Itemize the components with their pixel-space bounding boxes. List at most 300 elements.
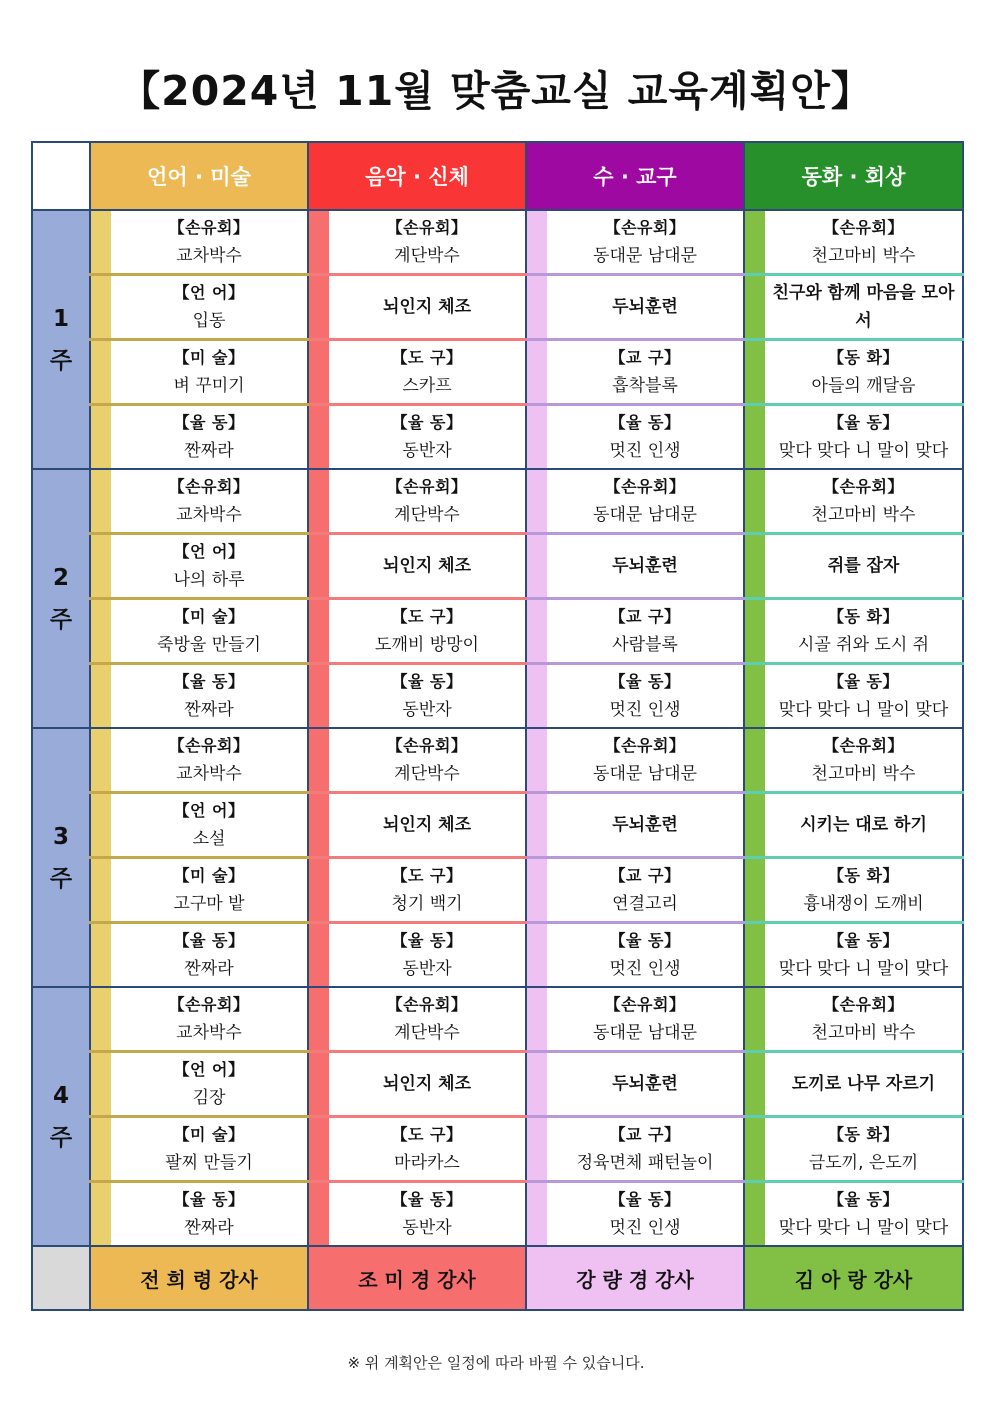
plan-row: [32, 664, 963, 729]
activity-name: 금도끼, 은도끼: [808, 1153, 919, 1173]
activity-content: [111, 276, 307, 338]
activity-category: 【손유회】: [386, 995, 468, 1014]
activity-cell: [744, 987, 963, 1052]
activity-content: [111, 1053, 307, 1115]
activity-name: 동대문 남대문: [593, 764, 697, 784]
week-label: [32, 987, 90, 1246]
activity-name: 동반자: [402, 959, 452, 979]
activity-name: 스카프: [402, 376, 452, 396]
column-color-bar: [309, 211, 329, 273]
activity-category: 【율 동】: [609, 931, 681, 950]
activity-category: 【언 어】: [173, 283, 245, 302]
activity-content: [111, 859, 307, 921]
activity-category: 【도 구】: [391, 1125, 463, 1144]
activity-content: [765, 794, 962, 856]
activity-cell: [90, 858, 308, 923]
activity-category: 【손유회】: [168, 477, 250, 496]
activity-cell: [744, 340, 963, 405]
plan-row: [32, 728, 963, 793]
activity-name: 짠짜라: [184, 700, 234, 720]
activity-category: 【손유회】: [386, 477, 468, 496]
column-color-bar: [309, 924, 329, 986]
activity-name: 짠짜라: [184, 959, 234, 979]
activity-category: 【언 어】: [173, 1060, 245, 1079]
column-color-bar: [309, 535, 329, 597]
activity-category: 【율 동】: [828, 672, 899, 691]
activity-content: [329, 794, 525, 856]
column-color-bar: [91, 988, 111, 1050]
activity-cell: [308, 599, 526, 664]
activity-content: [765, 406, 962, 468]
activity-content: [329, 988, 525, 1050]
activity-category: 【손유회】: [604, 218, 686, 237]
activity-content: [547, 859, 743, 921]
activity-name: 도깨비 방망이: [375, 635, 479, 655]
column-color-bar: [745, 924, 765, 986]
plan-row: [32, 210, 963, 275]
footnote: ※ 위 계획안은 일정에 따라 바뀔 수 있습니다.: [347, 1354, 645, 1372]
column-color-bar: [745, 1118, 765, 1180]
activity-name: 멋진 인생: [609, 700, 681, 720]
column-color-bar: [91, 665, 111, 727]
activity-name: 계단박수: [394, 505, 460, 525]
activity-content: [765, 729, 962, 791]
plan-row: [32, 340, 963, 405]
column-color-bar: [745, 470, 765, 532]
activity-name: 마라카스: [394, 1153, 460, 1173]
column-color-bar: [91, 406, 111, 468]
activity-category: 【손유회】: [386, 736, 468, 755]
activity-cell: [526, 210, 744, 275]
activity-content: [329, 1053, 525, 1115]
activity-cell: [744, 1182, 963, 1247]
activity-content: [111, 211, 307, 273]
activity-content: [111, 406, 307, 468]
column-color-bar: [309, 600, 329, 662]
plan-row: [32, 1052, 963, 1117]
activity-name: 교차박수: [176, 505, 242, 525]
activity-cell: [308, 469, 526, 534]
column-color-bar: [309, 276, 329, 338]
week-unit: 주: [49, 347, 73, 374]
activity-cell: [308, 793, 526, 858]
activity-cell: [744, 923, 963, 988]
column-color-bar: [527, 729, 547, 791]
activity-cell: [90, 728, 308, 793]
activity-cell: [526, 340, 744, 405]
activity-category: 【율 동】: [173, 672, 245, 691]
activity-cell: [90, 923, 308, 988]
activity-name: 맞다 맞다 니 말이 맞다: [778, 1218, 949, 1238]
activity-content: [547, 1118, 743, 1180]
activity-cell: [744, 469, 963, 534]
activity-content: [765, 470, 962, 532]
activity-content: [765, 211, 962, 273]
activity-cell: [308, 534, 526, 599]
column-color-bar: [91, 600, 111, 662]
activity-category: 【율 동】: [609, 1190, 681, 1209]
column-color-bar: [745, 729, 765, 791]
activity-name: 동반자: [402, 441, 452, 461]
week-number: 1: [52, 305, 69, 332]
column-color-bar: [309, 1118, 329, 1180]
activity-cell: [90, 210, 308, 275]
activity-cell: [744, 599, 963, 664]
activity-cell: [526, 599, 744, 664]
column-color-bar: [745, 600, 765, 662]
column-color-bar: [527, 859, 547, 921]
teacher-row: [32, 1246, 963, 1310]
activity-cell: [526, 987, 744, 1052]
week-unit: 주: [49, 606, 73, 633]
activity-cell: [744, 405, 963, 470]
activity-cell: [90, 275, 308, 340]
activity-title: 두뇌훈련: [612, 1074, 678, 1094]
teacher-name: 김 아 랑 강사: [744, 1246, 963, 1310]
column-color-bar: [309, 470, 329, 532]
week-number: 3: [52, 823, 69, 850]
activity-content: [111, 341, 307, 403]
activity-content: [329, 729, 525, 791]
activity-cell: [744, 1117, 963, 1182]
column-color-bar: [527, 1118, 547, 1180]
activity-cell: [308, 340, 526, 405]
activity-cell: [308, 858, 526, 923]
plan-row: [32, 793, 963, 858]
activity-name: 벼 꾸미기: [173, 376, 245, 396]
activity-content: [547, 665, 743, 727]
header-music-body: 음악 · 신체: [308, 142, 526, 210]
activity-cell: [526, 793, 744, 858]
activity-category: 【율 동】: [828, 931, 899, 950]
activity-title: 뇌인지 체조: [382, 297, 472, 317]
activity-content: [765, 924, 962, 986]
column-color-bar: [527, 600, 547, 662]
activity-cell: [526, 275, 744, 340]
column-color-bar: [91, 924, 111, 986]
activity-content: [329, 665, 525, 727]
activity-category: 【언 어】: [173, 542, 245, 561]
activity-category: 【손유회】: [823, 736, 904, 755]
week-label: [32, 728, 90, 987]
column-color-bar: [91, 794, 111, 856]
activity-cell: [526, 728, 744, 793]
column-color-bar: [309, 665, 329, 727]
activity-cell: [308, 1052, 526, 1117]
activity-name: 사람블록: [612, 635, 678, 655]
activity-cell: [308, 1182, 526, 1247]
activity-content: [547, 341, 743, 403]
activity-content: [547, 406, 743, 468]
column-color-bar: [309, 729, 329, 791]
activity-name: 교차박수: [176, 764, 242, 784]
activity-cell: [744, 1052, 963, 1117]
activity-cell: [308, 210, 526, 275]
activity-cell: [744, 534, 963, 599]
activity-cell: [744, 793, 963, 858]
activity-cell: [526, 664, 744, 729]
activity-name: 멋진 인생: [609, 441, 681, 461]
activity-name: 소설: [192, 829, 226, 849]
activity-content: [111, 1183, 307, 1245]
activity-name: 계단박수: [394, 246, 460, 266]
activity-name: 동대문 남대문: [593, 246, 697, 266]
activity-category: 【손유회】: [823, 477, 904, 496]
activity-content: [765, 988, 962, 1050]
activity-category: 【율 동】: [609, 672, 681, 691]
activity-content: [547, 794, 743, 856]
column-color-bar: [309, 341, 329, 403]
column-color-bar: [745, 341, 765, 403]
activity-category: 【율 동】: [173, 931, 245, 950]
column-color-bar: [527, 794, 547, 856]
activity-title: 뇌인지 체조: [382, 1074, 472, 1094]
column-color-bar: [745, 1053, 765, 1115]
activity-category: 【동 화】: [828, 866, 899, 885]
activity-cell: [526, 534, 744, 599]
column-color-bar: [527, 406, 547, 468]
activity-cell: [308, 728, 526, 793]
column-color-bar: [309, 794, 329, 856]
activity-content: [329, 406, 525, 468]
activity-content: [329, 470, 525, 532]
activity-content: [765, 600, 962, 662]
activity-content: [329, 341, 525, 403]
activity-cell: [308, 664, 526, 729]
activity-cell: [90, 793, 308, 858]
column-color-bar: [527, 1183, 547, 1245]
activity-content: [111, 924, 307, 986]
activity-title: 쥐를 잡자: [827, 556, 900, 576]
activity-name: 청기 백기: [391, 894, 463, 914]
activity-content: [547, 1183, 743, 1245]
plan-row: [32, 858, 963, 923]
activity-cell: [308, 923, 526, 988]
teacher-name: 조 미 경 강사: [308, 1246, 526, 1310]
activity-category: 【손유회】: [604, 736, 686, 755]
week-number: 2: [52, 564, 69, 591]
column-color-bar: [745, 535, 765, 597]
activity-category: 【손유회】: [386, 218, 468, 237]
activity-category: 【도 구】: [391, 348, 463, 367]
header-story-recall: 동화 · 회상: [744, 142, 963, 210]
column-color-bar: [309, 1183, 329, 1245]
column-color-bar: [527, 470, 547, 532]
activity-content: [547, 924, 743, 986]
column-color-bar: [91, 1118, 111, 1180]
plan-row: [32, 599, 963, 664]
activity-cell: [308, 1117, 526, 1182]
activity-category: 【율 동】: [173, 413, 245, 432]
activity-name: 정육면체 패턴놀이: [576, 1153, 714, 1173]
activity-category: 【동 화】: [828, 348, 899, 367]
activity-content: [329, 535, 525, 597]
activity-name: 동대문 남대문: [593, 505, 697, 525]
activity-category: 【미 술】: [173, 348, 245, 367]
column-color-bar: [527, 535, 547, 597]
activity-content: [765, 535, 962, 597]
plan-row: [32, 987, 963, 1052]
plan-row: [32, 405, 963, 470]
activity-title: 두뇌훈련: [612, 556, 678, 576]
activity-category: 【미 술】: [173, 866, 245, 885]
column-color-bar: [527, 1053, 547, 1115]
column-color-bar: [527, 276, 547, 338]
footer-corner: [32, 1246, 90, 1310]
activity-category: 【교 구】: [609, 348, 681, 367]
activity-content: [547, 600, 743, 662]
header-math-tools: 수 · 교구: [526, 142, 744, 210]
column-color-bar: [745, 276, 765, 338]
page-title: 【2024년 11월 맞춤교실 교육계획안】: [119, 67, 873, 115]
activity-cell: [744, 664, 963, 729]
activity-name: 교차박수: [176, 246, 242, 266]
activity-name: 멋진 인생: [609, 1218, 681, 1238]
activity-content: [547, 988, 743, 1050]
activity-content: [111, 794, 307, 856]
activity-title: 뇌인지 체조: [382, 556, 472, 576]
activity-title: 시키는 대로 하기: [800, 815, 927, 835]
activity-content: [547, 535, 743, 597]
activity-name: 죽방울 만들기: [157, 635, 261, 655]
teacher-name: 전 희 령 강사: [90, 1246, 308, 1310]
activity-category: 【도 구】: [391, 866, 463, 885]
activity-category: 【손유회】: [823, 218, 904, 237]
column-color-bar: [309, 859, 329, 921]
activity-category: 【교 구】: [609, 1125, 681, 1144]
column-color-bar: [309, 988, 329, 1050]
activity-content: [765, 859, 962, 921]
activity-content: [111, 535, 307, 597]
column-color-bar: [91, 470, 111, 532]
activity-content: [765, 1053, 962, 1115]
activity-title: 두뇌훈련: [612, 815, 678, 835]
activity-name: 맞다 맞다 니 말이 맞다: [778, 959, 949, 979]
week-label: [32, 469, 90, 728]
activity-name: 시골 쥐와 도시 쥐: [797, 635, 930, 655]
activity-cell: [90, 599, 308, 664]
activity-content: [111, 729, 307, 791]
column-color-bar: [91, 341, 111, 403]
column-color-bar: [527, 211, 547, 273]
activity-content: [547, 729, 743, 791]
activity-name: 멋진 인생: [609, 959, 681, 979]
activity-name: 천고마비 박수: [811, 505, 916, 525]
activity-title: 친구와 함께 마음을 모아서: [772, 283, 955, 331]
plan-row: [32, 1182, 963, 1247]
plan-row: [32, 275, 963, 340]
activity-category: 【율 동】: [828, 1190, 899, 1209]
activity-content: [765, 276, 962, 338]
column-color-bar: [91, 1183, 111, 1245]
activity-cell: [308, 275, 526, 340]
column-color-bar: [527, 988, 547, 1050]
activity-category: 【율 동】: [391, 413, 463, 432]
activity-content: [765, 665, 962, 727]
header-corner: [32, 142, 90, 210]
plan-row: [32, 923, 963, 988]
activity-category: 【동 화】: [828, 607, 899, 626]
column-color-bar: [745, 406, 765, 468]
activity-category: 【미 술】: [173, 607, 245, 626]
activity-category: 【교 구】: [609, 607, 681, 626]
activity-content: [111, 988, 307, 1050]
column-color-bar: [527, 341, 547, 403]
activity-cell: [526, 923, 744, 988]
activity-category: 【도 구】: [391, 607, 463, 626]
activity-content: [329, 600, 525, 662]
header-row: [32, 142, 963, 210]
activity-content: [547, 470, 743, 532]
activity-category: 【미 술】: [173, 1125, 245, 1144]
column-color-bar: [745, 1183, 765, 1245]
activity-cell: [526, 469, 744, 534]
activity-cell: [526, 405, 744, 470]
activity-name: 아들의 깨달음: [811, 376, 916, 396]
activity-name: 천고마비 박수: [811, 764, 916, 784]
activity-content: [111, 600, 307, 662]
activity-content: [329, 211, 525, 273]
activity-title: 뇌인지 체조: [382, 815, 472, 835]
activity-category: 【손유회】: [823, 995, 904, 1014]
column-color-bar: [91, 1053, 111, 1115]
activity-cell: [744, 728, 963, 793]
activity-content: [329, 859, 525, 921]
activity-name: 계단박수: [394, 1023, 460, 1043]
column-color-bar: [91, 211, 111, 273]
activity-cell: [90, 1052, 308, 1117]
activity-cell: [90, 340, 308, 405]
activity-cell: [526, 1117, 744, 1182]
activity-category: 【손유회】: [168, 218, 250, 237]
activity-content: [765, 1118, 962, 1180]
activity-cell: [308, 405, 526, 470]
activity-category: 【손유회】: [168, 736, 250, 755]
activity-title: 도끼로 나무 자르기: [791, 1074, 936, 1094]
activity-category: 【율 동】: [391, 1190, 463, 1209]
activity-category: 【동 화】: [828, 1125, 899, 1144]
activity-content: [329, 276, 525, 338]
activity-name: 맞다 맞다 니 말이 맞다: [778, 700, 949, 720]
education-plan-table: [31, 141, 964, 1311]
activity-content: [547, 1053, 743, 1115]
activity-name: 연결고리: [612, 894, 678, 914]
activity-category: 【율 동】: [391, 931, 463, 950]
activity-name: 동대문 남대문: [593, 1023, 697, 1043]
plan-row: [32, 1117, 963, 1182]
column-color-bar: [745, 211, 765, 273]
activity-cell: [90, 664, 308, 729]
column-color-bar: [91, 276, 111, 338]
activity-name: 흡착블록: [612, 376, 678, 396]
activity-cell: [308, 987, 526, 1052]
column-color-bar: [745, 794, 765, 856]
activity-name: 교차박수: [176, 1023, 242, 1043]
activity-cell: [744, 858, 963, 923]
activity-category: 【손유회】: [168, 995, 250, 1014]
week-unit: 주: [49, 1124, 73, 1151]
column-color-bar: [745, 859, 765, 921]
column-color-bar: [309, 1053, 329, 1115]
activity-cell: [526, 1182, 744, 1247]
column-color-bar: [309, 406, 329, 468]
activity-name: 동반자: [402, 1218, 452, 1238]
activity-category: 【언 어】: [173, 801, 245, 820]
activity-content: [547, 211, 743, 273]
activity-title: 두뇌훈련: [612, 297, 678, 317]
activity-category: 【율 동】: [391, 672, 463, 691]
activity-content: [329, 924, 525, 986]
